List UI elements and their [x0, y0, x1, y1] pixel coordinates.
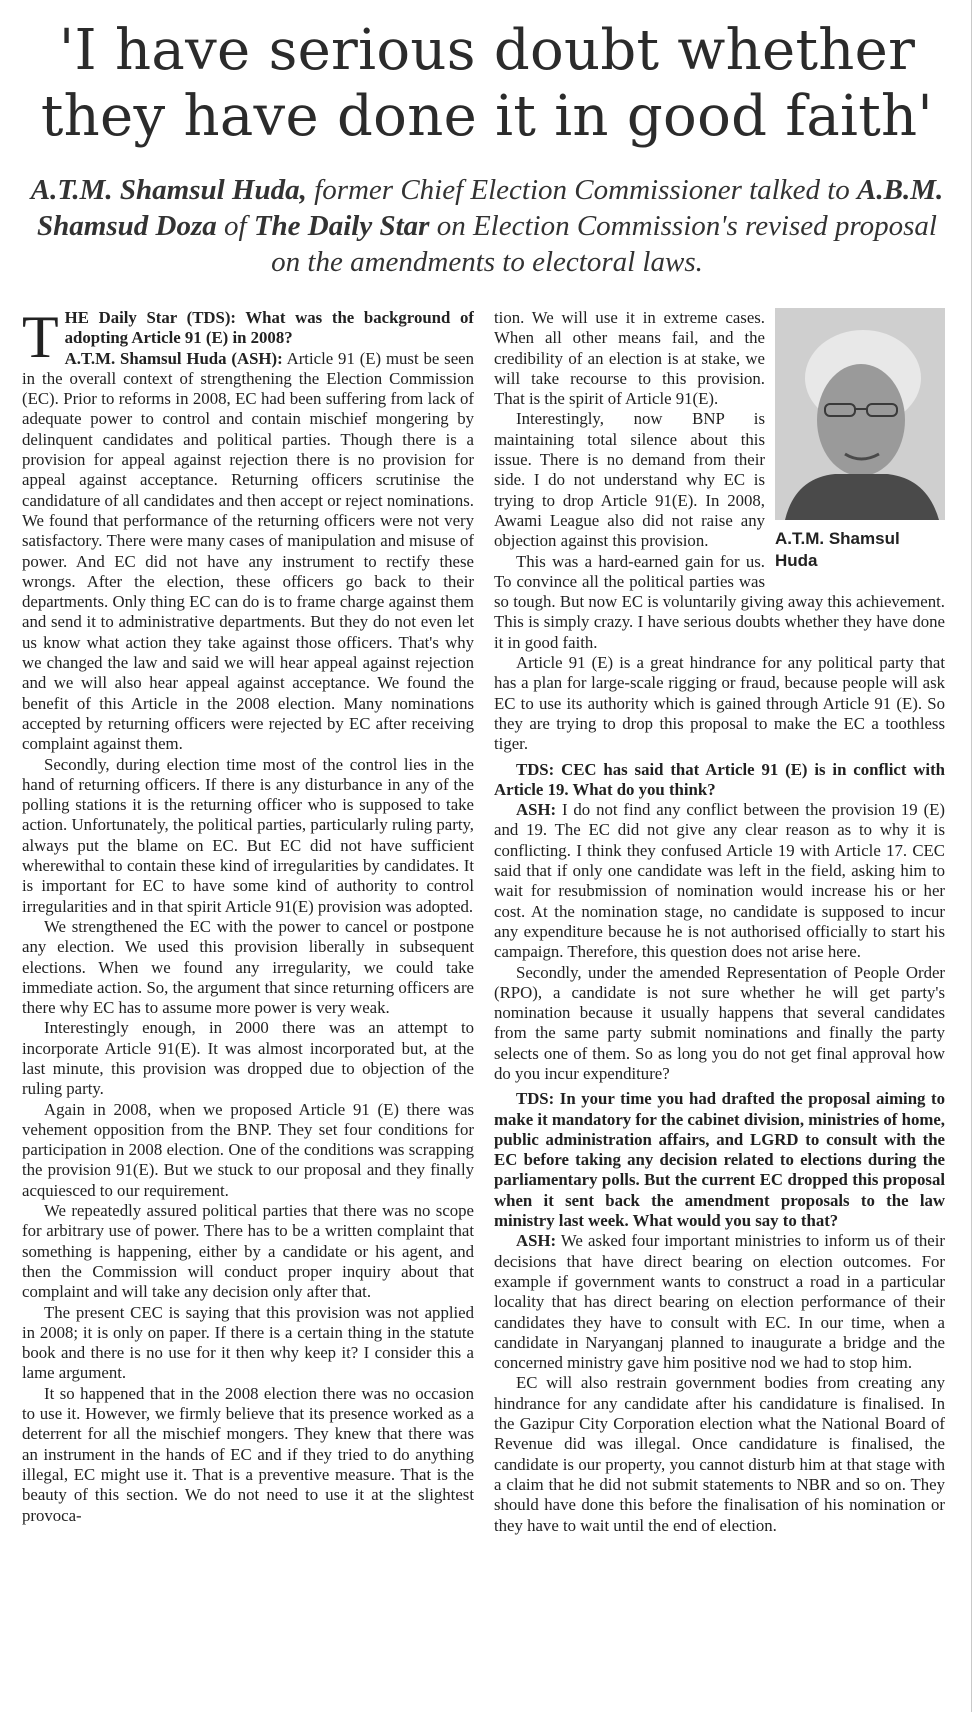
body-paragraph: We strengthened the EC with the power to cancel or postpone any election. We used this provision liberally in subsequent elections. When we found any irregularity, we could take immediate action. So, the argument that since returning officers are there why EC has to assume more power is very weak.: [22, 916, 474, 1018]
interviewer-name: A.B.M. Shamsud Doza: [37, 174, 944, 242]
headline: 'I have serious doubt whether they have done it in good faith': [40, 18, 934, 149]
question-text: HE Daily Star (TDS): What was the background of adopting Article 91 (E) in 2008?: [64, 308, 474, 348]
question-text: TDS: CEC has said that Article 91 (E) is in conflict with Article 19. What do you think?: [494, 759, 945, 799]
standfirst-text-3: on Election Commission's revised proposal on the amendments to electoral laws.: [271, 210, 937, 278]
page-edge-rule: [971, 0, 972, 1712]
body-paragraph: Secondly, under the amended Representation of People Order (RPO), a candidate is not sure whether he will get party's nomination because it usually happens that several candidates from the same party submit nominations and finally the party selects one of them. So as long you do not get final approval how do you incur expenditure?: [494, 962, 945, 1083]
answer-text: I do not find any conflict between the provision 19 (E) and 19. The EC did not give any clear reason as to why it is conflicting. I think they confused Article 19 with Article 17. CEC said that if only one candidate was left in the field, asking him to wait for resubmission of nomination would increase his or her cost. At the nomination stage, no candidate is supposed to incur any expenditure because he is not authorised officially to start his campaign. Therefore, this question does not arise here.: [494, 800, 945, 962]
body-paragraph: EC will also restrain government bodies from creating any hindrance for any candidate after his candidature is finalised. In the Gazipur City Corporation election what the National Board of Revenue did was illegal. Once candidature is finalised, the candidate is our property, you cannot disturb him at that stage with a claim that he did not submit statements to NBR and so on. They should have done this before the finalisation of his nomination or they have to wait until the end of election.: [494, 1373, 945, 1535]
body-paragraph: Secondly, during election time most of the control lies in the hand of returning officers. If there is any disturbance in any of the polling stations it is the returning officer who is supposed to take action. Unfortunately, the political parties, particularly ruling party, always put the blame on EC. But EC did not have sufficient wherewithal to contain these kind of irregularities by candidates. It is important for EC to have some kind of authority to control irregularities and in that spirit Article 91(E) provision was adopted.: [22, 754, 474, 916]
answer-speaker: ASH:: [516, 1231, 557, 1251]
drop-cap: T: [22, 308, 59, 370]
standfirst-text-2: of: [216, 210, 254, 242]
answer-text: We asked four important ministries to inform us of their decisions that have direct bearing on election outcomes. For example if government wants to construct a road in a particular locality that has direct bearing on election performance of their candidates they have to consult with EC. In our time, when a candidate in Naryanganj planned to inaugurate a bridge and the concerned ministry gave him positive nod we had to stop him.: [494, 1231, 945, 1373]
body-paragraph: We repeatedly assured political parties that there was no scope for arbitrary use of power. There has to be a written complaint that something is happening, either by a candidate or his agent, and then the Commission will conduct proper inquiry about that complaint and will take any decision only after that.: [22, 1201, 474, 1302]
portrait-photo: [775, 308, 945, 520]
answer-speaker: A.T.M. Shamsul Huda (ASH):: [64, 348, 283, 368]
newspaper-name: The Daily Star: [253, 210, 430, 242]
question-text: TDS: In your time you had drafted the proposal aiming to make it mandatory for the cabinet division, ministries of home, public administration affairs, and LGRD to consult with the EC before taking any decision related to elections during the parliamentary polls. But the current EC dropped this proposal when it sent back the amendment proposals to the law ministry last week. What would you say to that?: [494, 1089, 945, 1231]
body-paragraph: Interestingly enough, in 2000 there was an attempt to incorporate Article 91(E). It was almost incorporated but, at the last minute, this provision was dropped due to objection of the ruling party.: [22, 1018, 474, 1099]
photo-caption: A.T.M. Shamsul Huda: [775, 529, 900, 570]
body-paragraph: Article 91 (E) is a great hindrance for any political party that has a plan for large-scale rigging or fraud, because people will ask EC to use its authority which is gained through Article 91 (E). So they are trying to drop this proposal to make the EC a toothless tiger.: [494, 653, 945, 754]
article-column-left: [22, 308, 474, 1704]
body-paragraph: This was a hard-earned gain for us. To convince all the political parties was so tough. But now EC is voluntarily giving away this achievement. This is simply crazy. I have serious doubts whether they have done it in good faith.: [494, 551, 945, 652]
standfirst-text-1: former Chief Election Commissioner talked to: [306, 174, 858, 206]
body-paragraph: It so happened that in the 2008 election there was no occasion to use it. However, we firmly believe that its presence worked as a deterrent for all the mischief mongers. They knew that there was an instrument in the hands of EC and if they tried to do anything illegal, EC might use it. That is a preventive measure. That is the beauty of this section. We do not need to use it at the slightest provoca-: [22, 1383, 474, 1525]
standfirst: [30, 172, 944, 280]
body-paragraph: tion. We will use it in extreme cases. When all other means fail, and the credibility of an election is at stake, we will take recourse to this provision. That is the spirit of Article 91(E).: [494, 308, 765, 409]
answer-speaker: ASH:: [516, 800, 557, 820]
body-paragraph: The present CEC is saying that this provision was not applied in 2008; it is only on paper. If there is a certain thing in the statute book and there is no use for it then why keep it? I consider this a lame argument.: [22, 1302, 474, 1383]
portrait-figure: [775, 308, 945, 572]
interviewee-name: A.T.M. Shamsul Huda,: [30, 174, 307, 206]
body-paragraph: Again in 2008, when we proposed Article 91 (E) there was vehement opposition from the BNP. They set four conditions for participation in 2008 election. One of the conditions was scrapping the provision 91(E). But we stuck to our proposal and they finally acquiesced to our requirement.: [22, 1099, 474, 1200]
question-paragraph: [22, 308, 474, 755]
body-paragraph: Interestingly, now BNP is maintaining total silence about this issue. There is no demand from their side. I do not understand why EC is trying to drop Article 91(E). In 2008, Awami League also did not raise any objection against this provision.: [494, 409, 765, 551]
answer-paragraph: [494, 800, 945, 962]
answer-paragraph: [494, 1231, 945, 1373]
answer-text: Article 91 (E) must be seen in the overall context of strengthening the Election Commission (EC). Prior to reforms in 2008, EC had been suffering from lack of adequate power to control and contain mischief mongering by delinquent candidates and political parties. Though there is a provision for appeal against rejection there is no provision for appeal against acceptance. Returning officers scrutinise the candidature of all candidates and then accept or reject nominations. We found that performance of the returning officers were not very satisfactory. There were many cases of manipulation and misuse of power. And EC did not have any instrument to rectify these wrongs. After the election, these officers go back to their departments. Only thing EC can do is to frame charge against them and send it to administrative departments. But they do not even let us know what action they take against those officers. That's why we changed the law and said we will hear appeal against rejection and we will also hear appeal against acceptance. We found the benefit of this Article in the 2008 election. Many nominations accepted by returning officers were rejected by EC after receiving complaint against them.: [22, 348, 474, 754]
article-column-right: [494, 308, 945, 1704]
